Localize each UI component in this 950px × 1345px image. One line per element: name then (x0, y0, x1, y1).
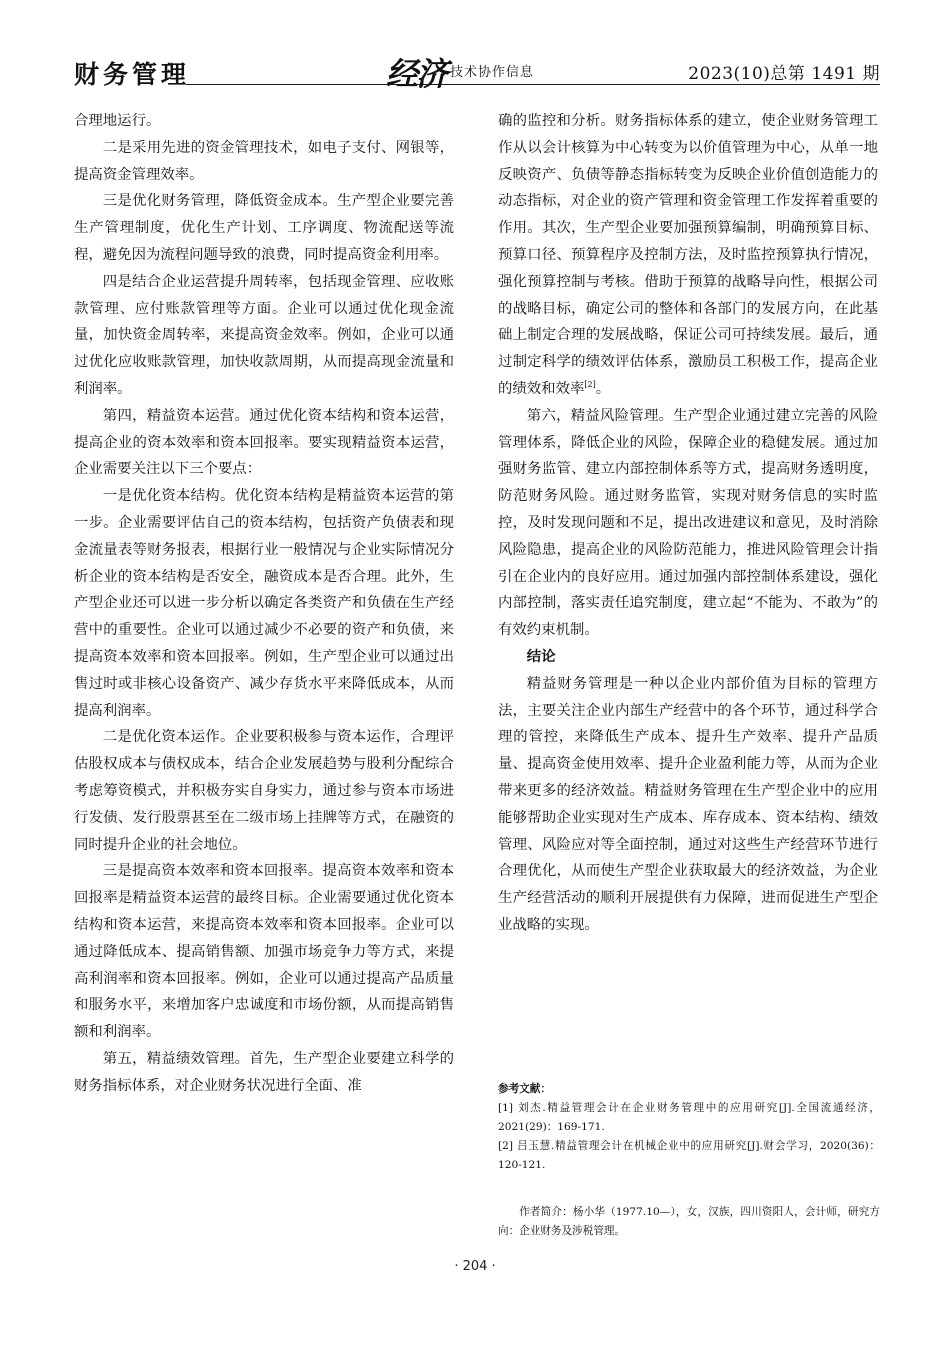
citation-marker: [2] (584, 380, 596, 390)
paragraph-text: 确的监控和分析。财务指标体系的建立，使企业财务管理工作从以会计核算为中心转变为以价值管理为中心，从单一地反映资产、负债等静态指标转变为反映企业价值创造能力的动态指标，对企业的资产管理和资金管理工作发挥着重要的作用。其次，生产型企业要加强预算编制，明确预算目标、预算口径、预算程序及控制方法，及时监控预算执行情况，强化预算控制与考核。借助于预算的战略导向性，根据公司的战略目标，确定公司的整体和各部门的发展方向，在此基础上制定合理的发展战略，保证公司可持续发展。最后，通过制定科学的绩效评估体系，激励员工积极工作，提高企业的绩效和效率 (498, 113, 878, 397)
section-title: 财务管理 (74, 60, 191, 89)
references (498, 1080, 880, 1175)
author-note: 作者简介：杨小华（1977.10—），女，汉族，四川资阳人，会计师，研究方向：企业财务及涉税管理。 (498, 1206, 880, 1237)
journal-logo: 经济 (386, 55, 447, 93)
journal-logo-subtitle: 技术协作信息 (450, 65, 535, 80)
paragraph: 三是提高资本效率和资本回报率。提高资本效率和资本回报率是精益资本运营的最终目标。企业需要通过优化资本结构和资本运营，来提高资本效率和资本回报率。企业可以通过降低成本、提高销售额、加强市场竞争力等方式，来提高利润率和资本回报率。例如，企业可以通过提高产品质量和服务水平，来增加客户忠诚度和市场份额，从而提高销售额和利润率。 (74, 863, 454, 1041)
reference-item: [1] 刘杰.精益管理会计在企业财务管理中的应用研究[J].全国流通经济，2021(29)：169-171. (498, 1102, 880, 1133)
paragraph: 第四，精益资本运营。通过优化资本结构和资本运营，提高企业的资本效率和资本回报率。要实现精益资本运营，企业需要关注以下三个要点： (74, 407, 454, 478)
paragraph: 第五，精益绩效管理。首先，生产型企业要建立科学的财务指标体系，对企业财务状况进行全面、准 (74, 1050, 454, 1094)
issue-number: 2023(10)总第 1491 期 (688, 64, 880, 84)
left-column (74, 108, 454, 1099)
paragraph: 二是优化资本运作。企业要积极参与资本运作，合理评估股权成本与债权成本，结合企业发展趋势与股利分配综合考虑筹资模式，并积极夯实自身实力，通过参与资本市场进行发债、发行股票甚至在二级市场上挂牌等方式，在融资的同时提升企业的社会地位。 (74, 729, 454, 853)
paragraph (498, 108, 878, 403)
paragraph-end: 。 (595, 380, 611, 397)
page-number: · 204 · (454, 1259, 496, 1274)
page-header (74, 55, 880, 95)
paragraph: 一是优化资本结构。优化资本结构是精益资本运营的第一步。企业需要评估自己的资本结构，包括资产负债表和现金流量表等财务报表，根据行业一般情况与企业实际情况分析企业的资本结构是否安全，融资成本是否合理。此外，生产型企业还可以进一步分析以确定各类资产和负债在生产经营中的重要性。企业可以通过减少不必要的资产和负债，来提高资本效率和资本回报率。例如，生产型企业可以通过出售过时或非核心设备资产、减少存货水平来降低成本，从而提高利润率。 (74, 488, 454, 719)
header-rule (186, 84, 880, 85)
paragraph: 第六，精益风险管理。生产型企业通过建立完善的风险管理体系，降低企业的风险，保障企业的稳健发展。通过加强财务监管、建立内部控制体系等方式，提高财务透明度，防范财务风险。通过财务监管，实现对财务信息的实时监控，及时发现问题和不足，提出改进建议和意见，及时消除风险隐患，提高企业的风险防范能力，推进风险管理会计指引在企业内的良好应用。通过加强内部控制体系建设，强化内部控制，落实责任追究制度，建立起“不能为、不敢为”的有效约束机制。 (498, 407, 878, 639)
paragraph: 合理地运行。 (74, 113, 161, 129)
paragraph: 三是优化财务管理，降低资金成本。生产型企业要完善生产管理制度，优化生产计划、工序调度、物流配送等流程，避免因为流程问题导致的浪费，同时提高资金利用率。 (74, 193, 454, 263)
paragraph: 精益财务管理是一种以企业内部价值为目标的管理方法，主要关注企业内部生产经营中的各个环节，通过科学合理的管控，来降低生产成本、提升生产效率、提升产品质量、提高资金使用效率、提升企业盈利能力等，从而为企业带来更多的经济效益。精益财务管理在生产型企业中的应用能够帮助企业实现对生产成本、库存成本、资本结构、绩效管理、风险应对等全面控制，通过对这些生产经营环节进行合理优化，从而使生产型企业获取最大的经济效益，为企业生产经营活动的顺利开展提供有力保障，进而促进生产型企业战略的实现。 (498, 675, 878, 933)
right-column (498, 108, 878, 939)
reference-item: [2] 吕玉慧.精益管理会计在机械企业中的应用研究[J].财会学习，2020(36)：120-121. (498, 1140, 880, 1171)
references-title: 参考文献： (498, 1083, 551, 1095)
paragraph: 四是结合企业运营提升周转率，包括现金管理、应收账款管理、应付账款管理等方面。企业可以通过优化现金流量，加快资金周转率，来提高资金效率。例如，企业可以通过优化应收账款管理，加快收款周期，从而提高现金流量和利润率。 (74, 273, 454, 397)
conclusion-heading: 结论 (526, 648, 556, 665)
paragraph: 二是采用先进的资金管理技术，如电子支付、网银等，提高资金管理效率。 (74, 139, 454, 183)
